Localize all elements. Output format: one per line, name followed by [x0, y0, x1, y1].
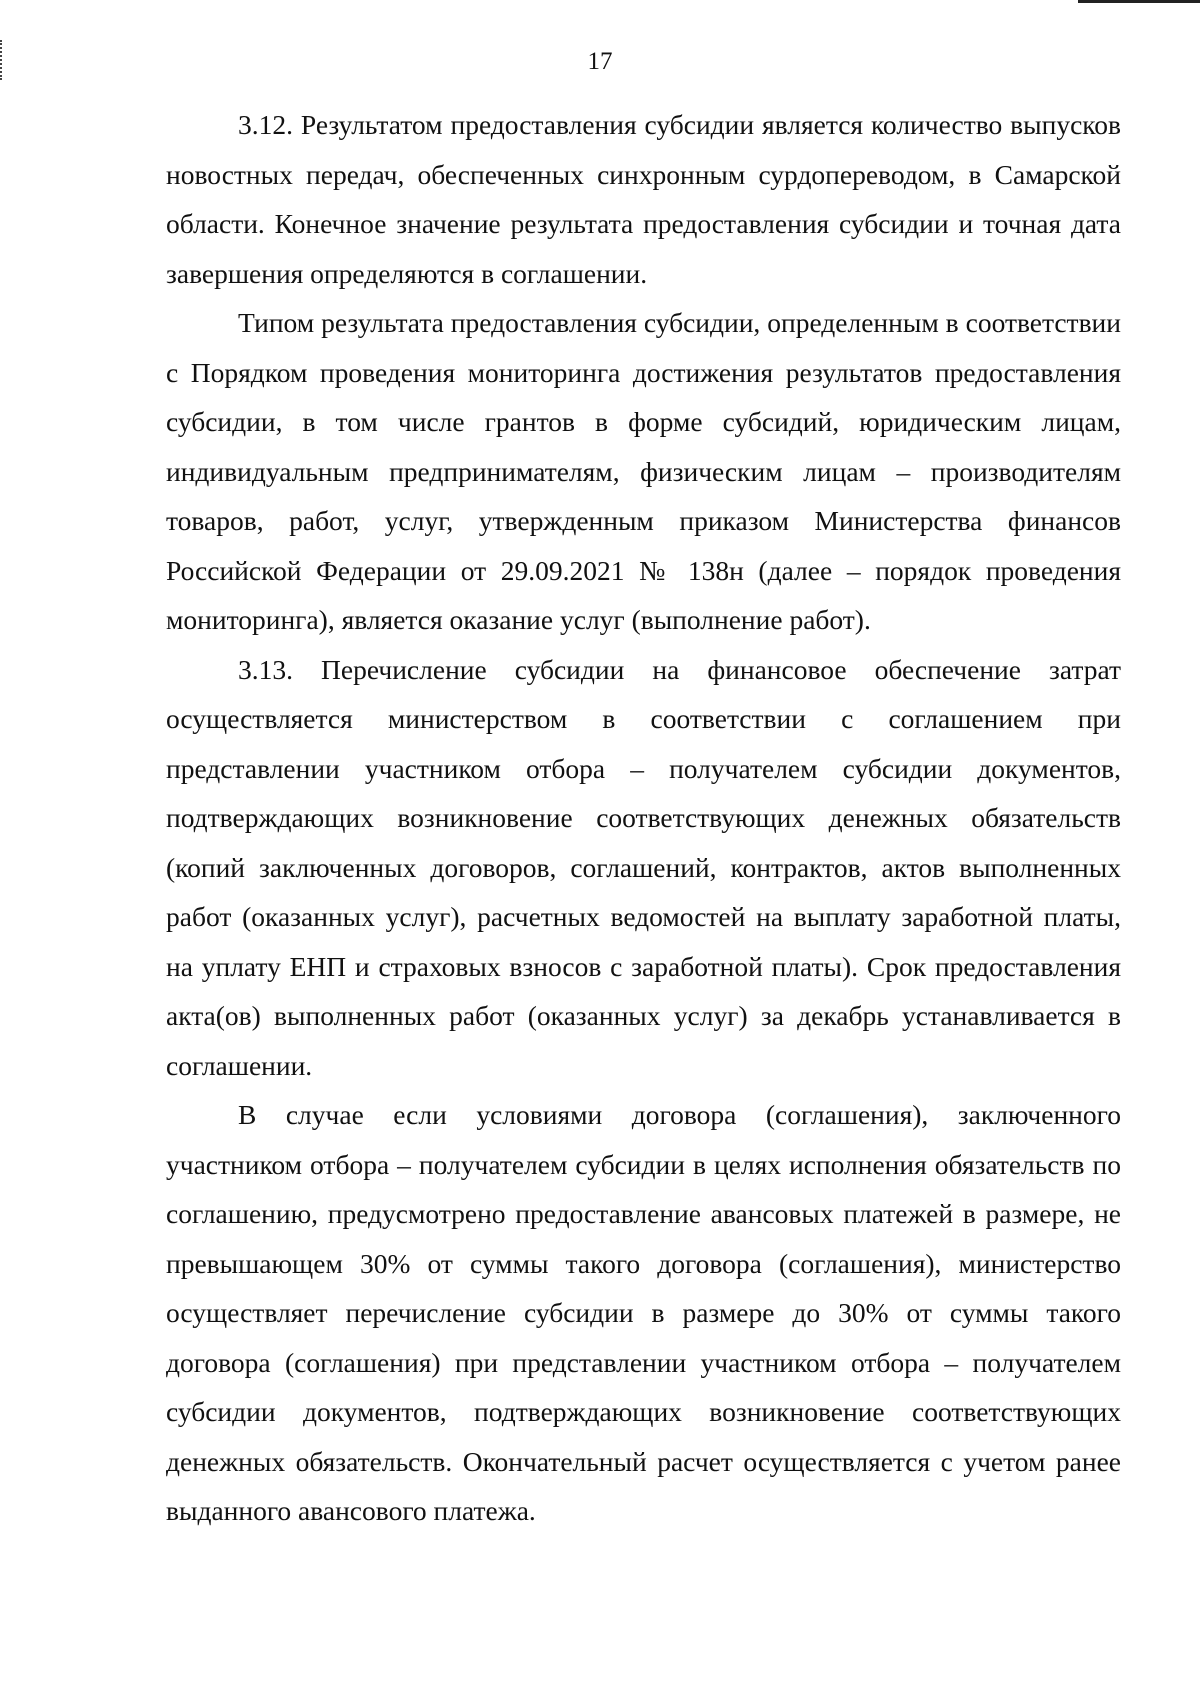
- scan-edge-line: [1078, 0, 1200, 3]
- page-number: 17: [587, 48, 613, 75]
- paragraph-result-type: Типом результата предоставления субсидии, определенным в соответствии с Порядком проведения мониторинга достижения результатов предоставления субсидии, в том числе грантов в форме субсидий, юридическим лицам, индивидуальным предпринимателям, физическим лицам – производителям товаров, работ, услуг, утвержденным приказом Министерства финансов Российской Федерации от 29.09.2021 № 138н (далее – порядок проведения мониторинга), является оказание услуг (выполнение работ).: [166, 307, 1121, 635]
- paragraph-3-12: 3.12. Результатом предоставления субсидии является количество выпусков новостных передач, обеспеченных синхронным сурдопереводом, в Самарской области. Конечное значение результата предоставления субсидии и точная дата завершения определяются в соглашении.: [166, 109, 1121, 289]
- paragraph-advance-payments: В случае если условиями договора (соглашения), заключенного участником отбора – получателем субсидии в целях исполнения обязательств по соглашению, предусмотрено предоставление авансовых платежей в размере, не превышающем 30% от суммы такого договора (соглашения), министерство осуществляет перечисление субсидии в размере до 30% от суммы такого договора (соглашения) при представлении участником отбора – получателем субсидии документов, подтверждающих возникновение соответствующих денежных обязательств. Окончательный расчет осуществляется с учетом ранее выданного авансового платежа.: [166, 1099, 1121, 1526]
- paragraph-3-13: 3.13. Перечисление субсидии на финансовое обеспечение затрат осуществляется министерством в соответствии с соглашением при представлении участником отбора – получателем субсидии документов, подтверждающих возникновение соответствующих денежных обязательств (копий заключенных договоров, соглашений, контрактов, актов выполненных работ (оказанных услуг), расчетных ведомостей на выплату заработной платы, на уплату ЕНП и страховых взносов с заработной платы). Срок предоставления акта(ов) выполненных работ (оказанных услуг) за декабрь устанавливается в соглашении.: [166, 653, 1121, 1081]
- document-body: [166, 100, 1121, 1536]
